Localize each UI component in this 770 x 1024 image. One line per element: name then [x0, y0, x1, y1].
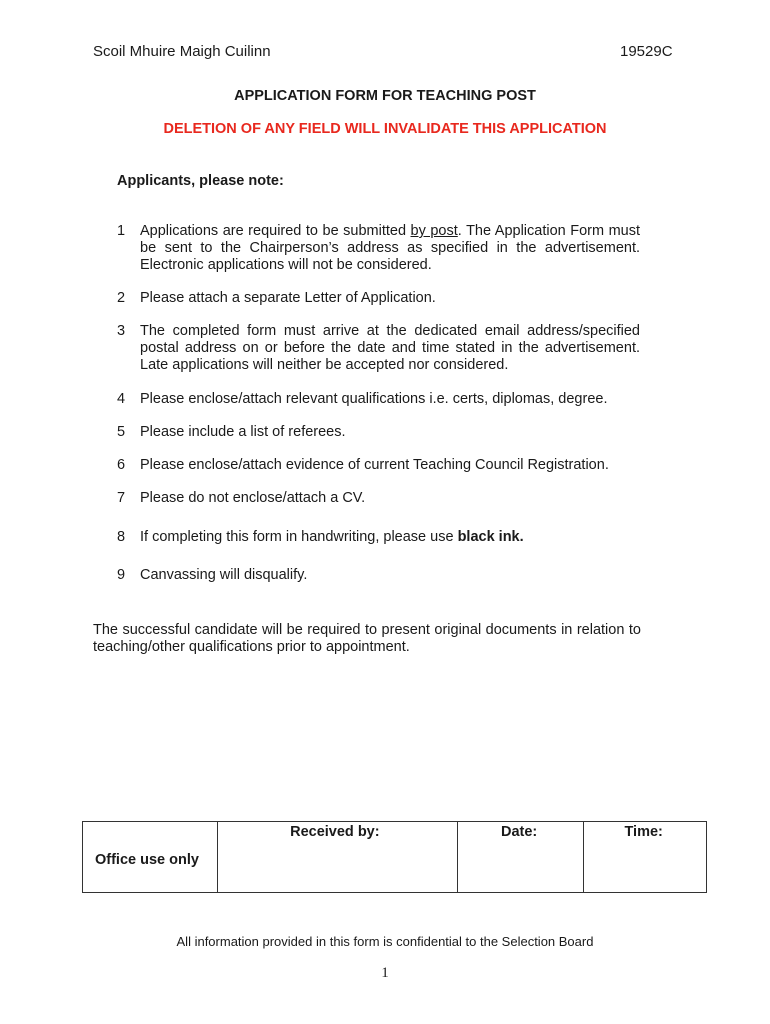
note-number: 2	[117, 290, 126, 306]
note-number: 3	[117, 323, 126, 339]
office-use-cell	[83, 822, 218, 893]
form-title: APPLICATION FORM FOR TEACHING POST	[234, 88, 536, 104]
note-number: 8	[117, 529, 126, 545]
time-label: Time:	[624, 824, 663, 840]
note-item: Please enclose/attach relevant qualifications i.e. certs, diplomas, degree.	[140, 391, 608, 407]
notes-heading: Applicants, please note:	[117, 173, 284, 189]
note-item: The completed form must arrive at the dedicated email address/specified postal address on or before the date and time stated in the advertisement. Late applications will neither be accepted nor considered.	[140, 323, 640, 373]
confidentiality-footer: All information provided in this form is confidential to the Selection Board	[176, 934, 594, 949]
note-text: If completing this form in handwriting, please use	[140, 529, 458, 545]
date-field[interactable]	[457, 822, 583, 893]
note-item: Please attach a separate Letter of Application.	[140, 290, 436, 306]
note-item	[140, 223, 640, 274]
note-emphasis: black ink.	[457, 529, 524, 545]
closing-paragraph: The successful candidate will be required to present original documents in relation to teaching/other qualifications prior to appointment.	[93, 622, 641, 655]
page-number: 1	[381, 965, 389, 981]
note-item	[140, 529, 640, 546]
school-name: Scoil Mhuire Maigh Cuilinn	[93, 43, 271, 60]
note-emphasis: by post	[410, 223, 458, 239]
note-number: 4	[117, 391, 126, 407]
note-number: 6	[117, 457, 126, 473]
note-number: 9	[117, 567, 126, 583]
note-item: Please enclose/attach evidence of current Teaching Council Registration.	[140, 457, 609, 473]
note-number: 5	[117, 424, 126, 440]
note-item: Canvassing will disqualify.	[140, 567, 308, 583]
date-label: Date:	[500, 824, 538, 840]
office-use-table	[82, 821, 707, 893]
time-field[interactable]	[584, 822, 707, 893]
received-by-field[interactable]	[218, 822, 458, 893]
note-text: . The Application Form must be sent to the Chairperson’s address as specified in the advertisement. Electronic applications will not be considered.	[140, 223, 640, 273]
received-by-label: Received by:	[290, 824, 380, 840]
note-number: 7	[117, 490, 126, 506]
note-text: Applications are required to be submitted	[140, 223, 411, 239]
reference-code: 19529C	[620, 43, 673, 60]
office-use-label: Office use only	[95, 852, 199, 868]
invalidation-warning: DELETION OF ANY FIELD WILL INVALIDATE THIS APPLICATION	[163, 121, 607, 137]
note-item: Please do not enclose/attach a CV.	[140, 490, 366, 506]
note-number: 1	[117, 223, 126, 239]
note-item: Please include a list of referees.	[140, 424, 346, 440]
